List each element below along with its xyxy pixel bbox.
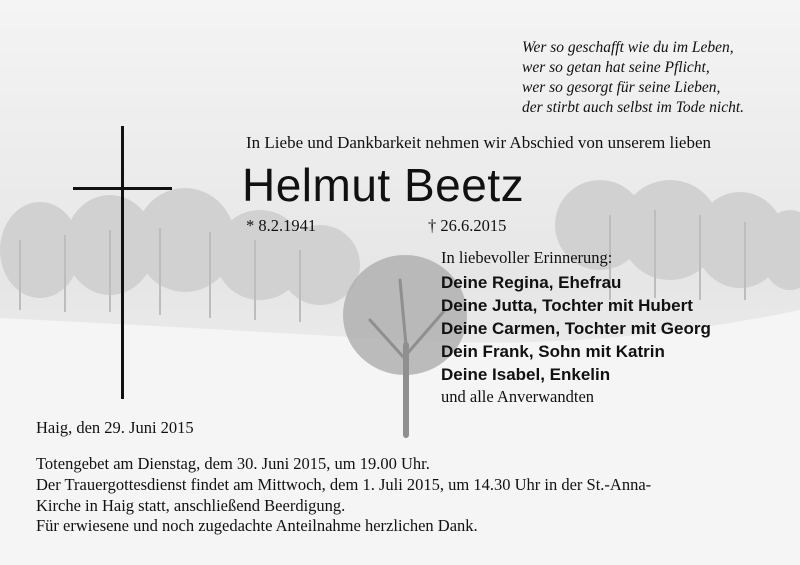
deceased-name: Helmut Beetz xyxy=(242,159,525,211)
poem-line: wer so getan hat seine Pflicht, xyxy=(522,59,710,76)
footer-line: Kirche in Haig statt, anschließend Beerdigung. xyxy=(36,496,346,515)
family-member: Deine Carmen, Tochter mit Georg xyxy=(441,319,711,338)
family-member: Deine Regina, Ehefrau xyxy=(441,273,622,292)
place-date: Haig, den 29. Juni 2015 xyxy=(36,418,194,437)
intro-text: In Liebe und Dankbarkeit nehmen wir Abschied von unserem lieben xyxy=(246,133,712,152)
poem-line: Wer so geschafft wie du im Leben, xyxy=(522,39,734,56)
cross-icon xyxy=(121,126,124,399)
footer-line: Totengebet am Dienstag, dem 30. Juni 2015, um 19.00 Uhr. xyxy=(36,454,430,473)
family-member: Deine Isabel, Enkelin xyxy=(441,365,611,384)
family-member: Deine Jutta, Tochter mit Hubert xyxy=(441,296,693,315)
poem-line: der stirbt auch selbst im Tode nicht. xyxy=(522,99,745,116)
cross-icon-bar xyxy=(73,187,172,190)
memory-intro: In liebevoller Erinnerung: xyxy=(441,248,613,267)
footer-line: Der Trauergottesdienst findet am Mittwoch, dem 1. Juli 2015, um 14.30 Uhr in der St.-Anna- xyxy=(36,475,652,494)
family-member: Dein Frank, Sohn mit Katrin xyxy=(441,342,665,361)
death-date: † 26.6.2015 xyxy=(428,216,507,235)
poem-line: wer so gesorgt für seine Lieben, xyxy=(522,79,721,96)
birth-date: * 8.2.1941 xyxy=(246,216,317,235)
footer-line: Für erwiesene und noch zugedachte Anteilnahme herzlichen Dank. xyxy=(36,516,478,535)
relatives-line: und alle Anverwandten xyxy=(441,387,595,406)
